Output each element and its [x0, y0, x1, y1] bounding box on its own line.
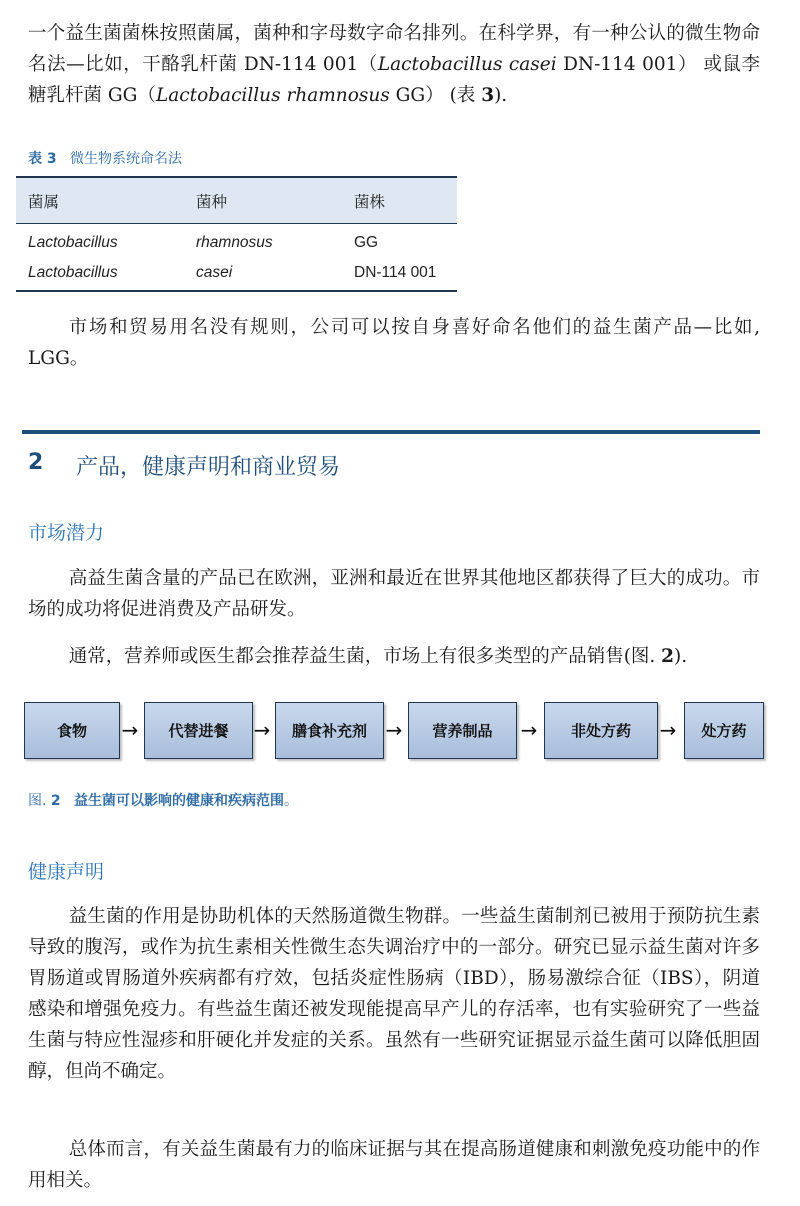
cell-species: rhamnosus [196, 234, 273, 251]
cell-species: casei [184, 258, 342, 291]
arrow-right-icon: → [659, 718, 677, 742]
flow-box-food: 食物 [24, 702, 120, 759]
arrow-right-icon: → [253, 718, 271, 742]
table-caption-label: 表 3 [28, 151, 57, 167]
table-caption-text: 微生物系统命名法 [69, 151, 182, 167]
cell-genus: Lactobacillus [28, 234, 118, 251]
cell-strain: GG [354, 234, 379, 251]
figure-caption-text: 益生菌可以影响的健康和疾病范围 [74, 793, 285, 809]
arrow-right-icon: → [121, 718, 139, 742]
figure-caption-label: 图. [28, 793, 47, 809]
header-genus: 菌属 [16, 177, 184, 224]
intro-text-d: ). [494, 85, 508, 106]
table-row [16, 258, 457, 291]
intro-paragraph [28, 18, 760, 111]
market-naming-paragraph: 市场和贸易用名没有规则，公司可以按自身喜好命名他们的益生菌产品—比如, LGG。 [28, 317, 760, 369]
table-row [16, 224, 457, 259]
products-paragraph [28, 641, 760, 672]
table-reference: 3 [481, 85, 495, 106]
flow-box-meal-replacement: 代替进餐 [144, 702, 253, 759]
section-divider [22, 430, 760, 434]
flow-box-otc-drug: 非处方药 [544, 702, 658, 759]
intro-text-a: 一个益生菌菌株按照菌属，菌种和字母数字命名排列。在科学界，有一种公认的微生物命名法—比如，干酪乳杆菌 DN-114 001（ [28, 23, 760, 75]
market-paragraph: 高益生菌含量的产品已在欧洲，亚洲和最近在世界其他地区都获得了巨大的成功。市场的成功将促进消费及产品研发。 [28, 568, 760, 620]
figure-caption-end: 。 [284, 793, 299, 809]
cell-genus: Lactobacillus [16, 258, 184, 291]
flow-box-nutraceutical: 营养制品 [408, 702, 517, 759]
cell-strain: DN-114 001 [342, 258, 457, 291]
flow-box-dietary-supplement: 膳食补充剂 [275, 702, 384, 759]
section-title: 产品，健康声明和商业贸易 [76, 455, 341, 480]
nomenclature-table [16, 176, 457, 292]
header-strain: 菌株 [342, 177, 457, 224]
figure-reference: 2 [661, 646, 675, 667]
header-species: 菌种 [184, 177, 342, 224]
table-caption [28, 148, 182, 168]
figure-caption [28, 790, 298, 810]
intro-text-b: DN-114 001） 或鼠李糖乳杆菌 GG（ [28, 54, 761, 106]
species-rhamnosus-name: Lactobacillus rhamnosus [155, 85, 390, 106]
health-paragraph: 益生菌的作用是协助机体的天然肠道微生物群。一些益生菌制剂已被用于预防抗生素导致的腹泻，或作为抗生素相关性微生态失调治疗中的一部分。研究已显示益生菌对许多胃肠道或胃肠道外疾病都有疗效，包括炎症性肠病（IBD），肠易激综合征（IBS），阴道感染和增强免疫力。有些益生菌还被发现能提高早产儿的存活率，也有实验研究了一些益生菌与特应性湿疹和肝硬化并发症的关系。虽然有一些研究证据显示益生菌可以降低胆固醇，但尚不确定。 [28, 906, 760, 1082]
summary-paragraph: 总体而言，有关益生菌最有力的临床证据与其在提高肠道健康和刺激免疫功能中的作用相关。 [28, 1139, 760, 1191]
arrow-right-icon: → [385, 718, 403, 742]
health-claims-heading: 健康声明 [28, 861, 105, 883]
arrow-right-icon: → [520, 718, 538, 742]
table-header-row [16, 177, 457, 224]
product-range-flow [24, 702, 764, 762]
products-text: 通常，营养师或医生都会推荐益生菌，市场上有很多类型的产品销售(图. [68, 646, 662, 667]
figure-caption-number: 2 [50, 793, 61, 809]
flow-box-prescription-drug: 处方药 [684, 702, 764, 759]
market-potential-heading: 市场潜力 [28, 522, 105, 544]
section-number: 2 [28, 450, 44, 475]
products-text-end: ). [674, 646, 688, 667]
intro-text-c: GG） (表 [389, 85, 482, 106]
species-casei-name: Lactobacillus casei [377, 54, 557, 75]
